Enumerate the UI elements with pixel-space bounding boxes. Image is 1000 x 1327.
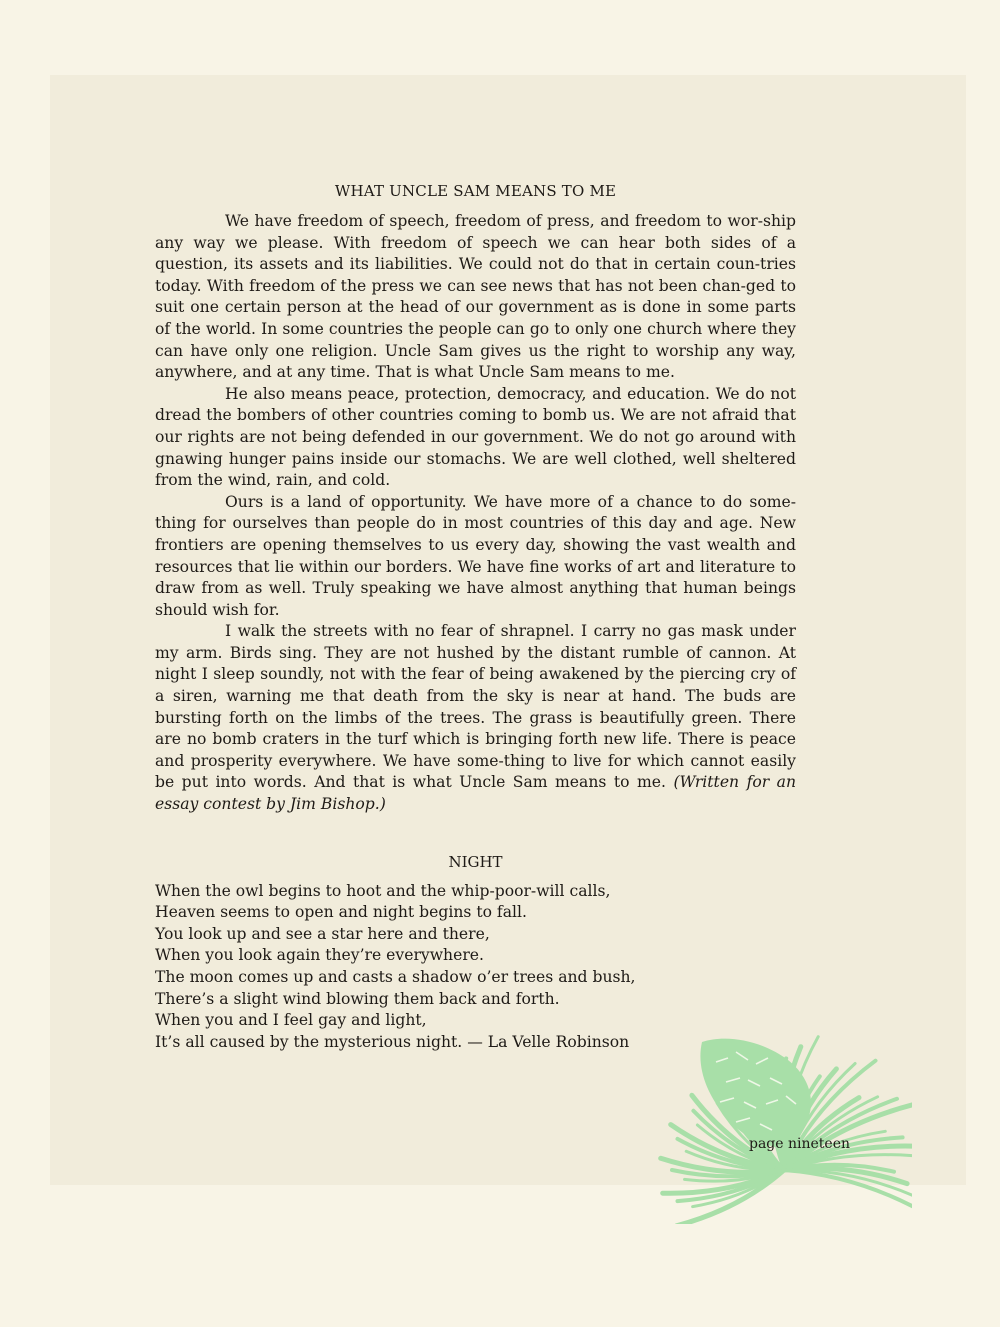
essay-paragraph-last <box>155 621 796 815</box>
essay-paragraph: Ours is a land of opportunity. We have more of a chance to do some-thing for ourselves than people do in most countries of this day and age. New frontiers are opening themselves to us every day, showing the vast wealth and resources that lie within our borders. We have fine works of art and literature to draw from as well. Truly speaking we have almost anything that human beings should wish for. <box>155 492 796 619</box>
essay-paragraph-text: I walk the streets with no fear of shrapnel. I carry no gas mask under my arm. Birds sing. They are not hushed by the distant rumble of cannon. At night I sleep soundly, not with the fear of being awakened by the piercing cry of a siren, warning me that death from the sky is near at hand. The buds are bursting forth on the limbs of the trees. The grass is beautifully green. There are no bomb craters in the turf which is bringing forth new life. There is peace and prosperity everywhere. We have some-thing to live for which cannot easily be put into words. And that is what Uncle Sam means to me. <box>155 622 796 792</box>
essay-title: WHAT UNCLE SAM MEANS TO ME <box>334 182 617 200</box>
essay-attribution: (Written for an essay contest by Jim Bishop.) <box>155 773 796 814</box>
poem-title: NIGHT <box>448 852 503 871</box>
poem-line: When you look again they’re everywhere. <box>155 946 484 965</box>
poem-line: When you and I feel gay and light, <box>155 1011 427 1030</box>
page-number: page nineteen <box>749 1136 851 1152</box>
poem-line: The moon comes up and casts a shadow o’er trees and bush, <box>155 968 636 986</box>
pine-needle <box>784 1170 912 1198</box>
page-content <box>155 180 796 1053</box>
essay-paragraph: We have freedom of speech, freedom of press, and freedom to wor-ship any way we please. With freedom of speech we can hear both sides of a question, its assets and its liabilities. We could not do that in certain coun-tries today. With freedom of the press we can see news that has not been chan-ged to suit one certain person at the head of our government as is done in some parts of the world. In some countries the people can go to only one church where they can have only one religion. Uncle Sam gives us the right to worship any way, anywhere, and at any time. That is what Uncle Sam means to me. <box>155 212 796 382</box>
poem-line: It’s all caused by the mysterious night. — La Velle Robinson <box>155 1032 630 1051</box>
pinecone-icon <box>656 1012 912 1224</box>
essay-paragraph: He also means peace, protection, democracy, and education. We do not dread the bombers of other countries coming to bomb us. We are not afraid that our rights are not being defended in our government. We do not go around with gnawing hunger pains inside our stomachs. We are well clothed, well sheltered from the wind, rain, and cold. <box>155 384 796 490</box>
poem-line: When the owl begins to hoot and the whip-poor-will calls, <box>155 881 611 900</box>
poem-line: There’s a slight wind blowing them back and forth. <box>155 989 560 1008</box>
poem-line: Heaven seems to open and night begins to fall. <box>155 903 527 922</box>
poem-line: You look up and see a star here and there, <box>155 924 490 943</box>
